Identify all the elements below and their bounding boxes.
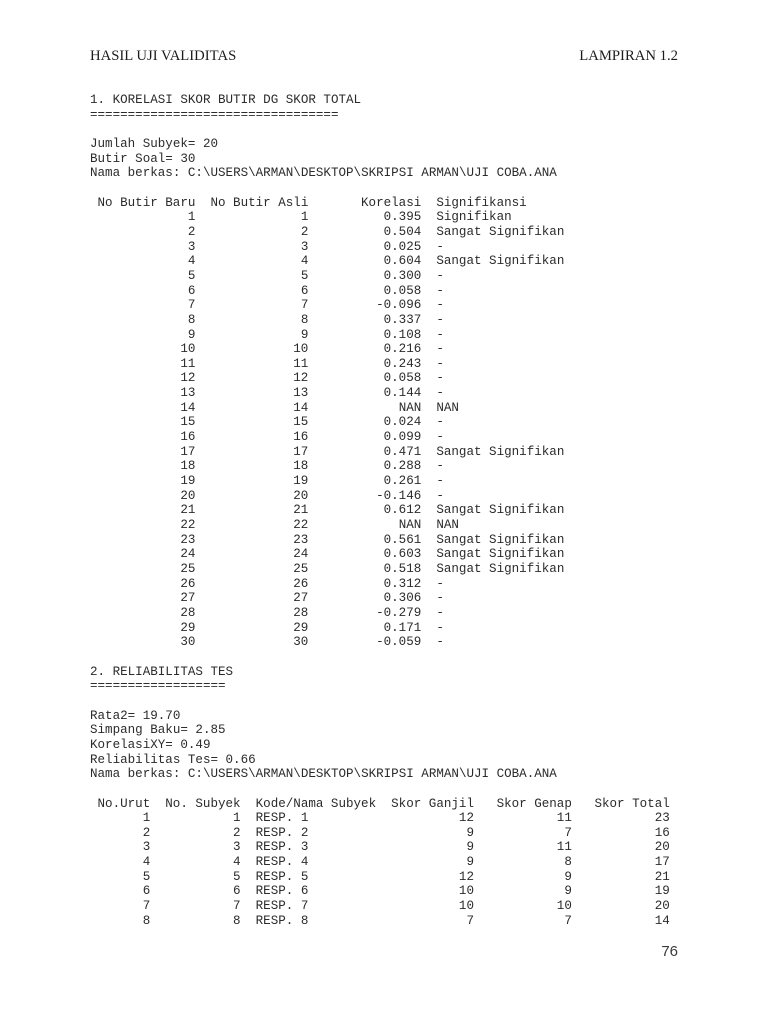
order-number-cell: 1 bbox=[142, 811, 151, 826]
significance-cell: - bbox=[436, 605, 444, 620]
significance-cell: Signifikan bbox=[436, 210, 512, 225]
table-row bbox=[90, 635, 680, 650]
odd-score-cell: 7 bbox=[466, 913, 474, 928]
significance-cell: - bbox=[436, 459, 444, 474]
significance-cell: - bbox=[436, 430, 444, 445]
even-score-cell: 8 bbox=[564, 855, 572, 870]
order-number-cell: 2 bbox=[142, 825, 151, 840]
odd-score-cell: 12 bbox=[458, 869, 474, 884]
new-item-number-cell: 12 bbox=[180, 371, 196, 386]
column-header-significance: Signifikansi bbox=[436, 195, 527, 210]
correlation-cell: -0.146 bbox=[376, 488, 422, 503]
significance-cell: - bbox=[436, 386, 444, 401]
sd-value: 2.85 bbox=[195, 723, 226, 738]
odd-score-cell: 9 bbox=[466, 825, 474, 840]
original-item-number-cell: 13 bbox=[293, 386, 309, 401]
original-item-number-cell: 10 bbox=[293, 342, 309, 357]
order-number-cell: 4 bbox=[142, 855, 151, 870]
significance-cell: - bbox=[436, 327, 444, 342]
total-score-cell: 23 bbox=[654, 811, 670, 826]
original-item-number-cell: 18 bbox=[293, 459, 309, 474]
section-underline: ================================= bbox=[90, 107, 339, 122]
new-item-number-cell: 10 bbox=[180, 342, 196, 357]
odd-score-cell: 9 bbox=[466, 840, 474, 855]
order-number-cell: 8 bbox=[142, 913, 151, 928]
odd-score-cell: 12 bbox=[458, 811, 474, 826]
test-reliability-label: Reliabilitas Tes= bbox=[90, 752, 218, 767]
significance-cell: NAN bbox=[436, 400, 459, 415]
column-header-odd-score: Skor Ganjil bbox=[391, 796, 474, 811]
subject-code-cell: RESP. 6 bbox=[255, 884, 309, 899]
even-score-cell: 11 bbox=[556, 840, 572, 855]
file-name bbox=[90, 767, 680, 782]
table-row bbox=[90, 621, 680, 636]
new-item-number-cell: 27 bbox=[180, 591, 196, 606]
correlation-cell: 0.261 bbox=[383, 474, 422, 489]
order-number-cell: 6 bbox=[142, 884, 151, 899]
table-row bbox=[90, 489, 680, 504]
subject-code-cell: RESP. 4 bbox=[255, 855, 309, 870]
subject-code-cell: RESP. 2 bbox=[255, 825, 309, 840]
new-item-number-cell: 2 bbox=[187, 224, 196, 239]
new-item-number-cell: 26 bbox=[180, 576, 196, 591]
page-header-title: HASIL UJI VALIDITAS bbox=[90, 48, 237, 64]
correlation-cell: -0.096 bbox=[376, 298, 422, 313]
column-header-original-item-number: No Butir Asli bbox=[210, 195, 309, 210]
standard-deviation bbox=[90, 723, 680, 738]
correlation-cell: 0.108 bbox=[383, 327, 422, 342]
new-item-number-cell: 6 bbox=[187, 283, 196, 298]
total-score-cell: 20 bbox=[654, 840, 670, 855]
sd-label: Simpang Baku= bbox=[90, 723, 188, 738]
table-row bbox=[90, 547, 680, 562]
new-item-number-cell: 25 bbox=[180, 562, 196, 576]
subject-code-cell: RESP. 7 bbox=[255, 899, 309, 914]
column-header-subject-number: No. Subyek bbox=[165, 796, 241, 811]
correlation-cell: 0.058 bbox=[383, 283, 422, 298]
table-row bbox=[90, 269, 680, 284]
correlation-cell: 0.144 bbox=[383, 386, 422, 401]
correlation-table-body bbox=[90, 210, 680, 650]
original-item-number-cell: 2 bbox=[300, 224, 309, 239]
column-header-subject-code: Kode/Nama Subyek bbox=[255, 796, 377, 811]
table-row bbox=[90, 459, 680, 474]
significance-cell: - bbox=[436, 576, 444, 591]
table-row bbox=[90, 210, 680, 225]
correlation-cell: 0.603 bbox=[383, 547, 422, 562]
correlation-cell: 0.312 bbox=[383, 576, 422, 591]
significance-cell: Sangat Signifikan bbox=[436, 547, 565, 562]
original-item-number-cell: 14 bbox=[293, 400, 309, 415]
subject-count bbox=[90, 137, 680, 152]
significance-cell: - bbox=[436, 342, 444, 357]
table-row bbox=[90, 840, 680, 855]
subject-number-cell: 7 bbox=[233, 899, 241, 914]
new-item-number-cell: 17 bbox=[180, 444, 196, 459]
new-item-number-cell: 13 bbox=[180, 386, 196, 401]
original-item-number-cell: 27 bbox=[293, 591, 309, 606]
significance-cell: - bbox=[436, 635, 444, 650]
original-item-number-cell: 6 bbox=[300, 283, 309, 298]
new-item-number-cell: 8 bbox=[187, 312, 196, 327]
split-half-score-table bbox=[90, 797, 680, 929]
correlation-xy-value: 0.49 bbox=[180, 737, 211, 752]
column-header-order-number: No.Urut bbox=[97, 796, 151, 811]
significance-cell: - bbox=[436, 371, 444, 386]
order-number-cell: 5 bbox=[142, 869, 151, 884]
subject-number-cell: 4 bbox=[233, 855, 241, 870]
table-row bbox=[90, 445, 680, 460]
subject-number-cell: 3 bbox=[233, 840, 241, 855]
significance-cell: NAN bbox=[436, 518, 459, 533]
new-item-number-cell: 24 bbox=[180, 547, 196, 562]
original-item-number-cell: 19 bbox=[293, 474, 309, 489]
subject-number-cell: 1 bbox=[233, 811, 241, 826]
validity-section bbox=[90, 93, 680, 650]
total-score-cell: 14 bbox=[654, 913, 670, 928]
correlation-cell: 0.518 bbox=[383, 562, 422, 576]
original-item-number-cell: 29 bbox=[293, 620, 309, 635]
subject-code-cell: RESP. 3 bbox=[255, 840, 309, 855]
item-count-value: 30 bbox=[180, 151, 196, 166]
original-item-number-cell: 28 bbox=[293, 605, 309, 620]
table-row bbox=[90, 430, 680, 445]
correlation-cell: 0.216 bbox=[383, 342, 422, 357]
original-item-number-cell: 16 bbox=[293, 430, 309, 445]
section-heading: 2. RELIABILITAS TES bbox=[90, 664, 234, 679]
blank-line bbox=[90, 694, 680, 709]
table-row bbox=[90, 254, 680, 269]
correlation-cell: 0.171 bbox=[383, 620, 422, 635]
table-row bbox=[90, 225, 680, 240]
correlation-cell: 0.337 bbox=[383, 312, 422, 327]
program-output bbox=[90, 93, 680, 928]
table-header-row bbox=[90, 196, 680, 211]
table-row bbox=[90, 386, 680, 401]
subject-number-cell: 6 bbox=[233, 884, 241, 899]
correlation-cell: NAN bbox=[398, 518, 422, 533]
even-score-cell: 11 bbox=[556, 811, 572, 826]
new-item-number-cell: 28 bbox=[180, 605, 196, 620]
reliability-section bbox=[90, 665, 680, 929]
new-item-number-cell: 9 bbox=[187, 327, 196, 342]
table-row bbox=[90, 371, 680, 386]
file-path: C:\USERS\ARMAN\DESKTOP\SKRIPSI ARMAN\UJI COBA.ANA bbox=[187, 767, 557, 782]
new-item-number-cell: 7 bbox=[187, 298, 196, 313]
table-row bbox=[90, 474, 680, 489]
file-name-label: Nama berkas: bbox=[90, 166, 181, 181]
significance-cell: Sangat Signifikan bbox=[436, 444, 565, 459]
file-name-label: Nama berkas: bbox=[90, 767, 181, 782]
total-score-cell: 20 bbox=[654, 899, 670, 914]
order-number-cell: 3 bbox=[142, 840, 151, 855]
odd-score-cell: 9 bbox=[466, 855, 474, 870]
even-score-cell: 9 bbox=[564, 869, 572, 884]
blank-line bbox=[90, 122, 680, 137]
new-item-number-cell: 3 bbox=[187, 239, 196, 254]
table-row bbox=[90, 591, 680, 606]
original-item-number-cell: 25 bbox=[293, 562, 309, 576]
significance-cell: Sangat Signifikan bbox=[436, 254, 565, 269]
correlation-cell: NAN bbox=[398, 400, 422, 415]
split-half-table-body bbox=[90, 811, 680, 928]
odd-score-cell: 10 bbox=[458, 884, 474, 899]
original-item-number-cell: 15 bbox=[293, 415, 309, 430]
new-item-number-cell: 19 bbox=[180, 474, 196, 489]
table-row bbox=[90, 870, 680, 885]
table-row bbox=[90, 503, 680, 518]
original-item-number-cell: 7 bbox=[300, 298, 309, 313]
correlation-cell: 0.604 bbox=[383, 254, 422, 269]
page-number: 76 bbox=[661, 943, 678, 960]
significance-cell: - bbox=[436, 356, 444, 371]
item-count bbox=[90, 152, 680, 167]
mean-label: Rata2= bbox=[90, 708, 136, 723]
correlation-cell: 0.395 bbox=[383, 210, 422, 225]
subject-code-cell: RESP. 5 bbox=[255, 869, 309, 884]
original-item-number-cell: 30 bbox=[293, 635, 309, 650]
correlation-cell: -0.059 bbox=[376, 635, 422, 650]
table-row bbox=[90, 313, 680, 328]
subject-number-cell: 8 bbox=[233, 913, 241, 928]
order-number-cell: 7 bbox=[142, 899, 151, 914]
subject-count-label: Jumlah Subyek= bbox=[90, 136, 196, 151]
significance-cell: - bbox=[436, 312, 444, 327]
new-item-number-cell: 18 bbox=[180, 459, 196, 474]
table-row bbox=[90, 606, 680, 621]
table-row bbox=[90, 914, 680, 929]
subject-count-value: 20 bbox=[202, 136, 219, 151]
file-name bbox=[90, 166, 680, 181]
significance-cell: - bbox=[436, 268, 444, 283]
correlation-xy-label: KorelasiXY= bbox=[90, 737, 173, 752]
new-item-number-cell: 29 bbox=[180, 620, 196, 635]
significance-cell: Sangat Signifikan bbox=[436, 532, 565, 547]
table-row bbox=[90, 284, 680, 299]
table-row bbox=[90, 298, 680, 313]
column-header-even-score: Skor Genap bbox=[496, 796, 572, 811]
table-row bbox=[90, 328, 680, 343]
new-item-number-cell: 30 bbox=[180, 635, 196, 650]
total-score-cell: 16 bbox=[654, 825, 670, 840]
new-item-number-cell: 5 bbox=[187, 268, 196, 283]
item-count-label: Butir Soal= bbox=[90, 151, 173, 166]
significance-cell: - bbox=[436, 591, 444, 606]
blank-line bbox=[90, 650, 680, 665]
original-item-number-cell: 1 bbox=[300, 210, 309, 225]
section-underline: ================== bbox=[90, 679, 226, 694]
even-score-cell: 7 bbox=[564, 913, 572, 928]
original-item-number-cell: 12 bbox=[293, 371, 309, 386]
total-score-cell: 17 bbox=[654, 855, 670, 870]
correlation-cell: 0.306 bbox=[383, 591, 422, 606]
correlation-cell: 0.504 bbox=[383, 224, 422, 239]
table-row bbox=[90, 884, 680, 899]
original-item-number-cell: 22 bbox=[293, 518, 309, 533]
even-score-cell: 9 bbox=[564, 884, 572, 899]
table-row bbox=[90, 357, 680, 372]
column-header-total-score: Skor Total bbox=[594, 796, 670, 811]
correlation-cell: 0.058 bbox=[383, 371, 422, 386]
blank-line bbox=[90, 181, 680, 196]
correlation-table bbox=[90, 196, 680, 650]
table-row bbox=[90, 415, 680, 430]
subject-number-cell: 2 bbox=[233, 825, 241, 840]
significance-cell: - bbox=[436, 415, 444, 430]
new-item-number-cell: 11 bbox=[180, 356, 196, 371]
significance-cell: Sangat Signifikan bbox=[436, 503, 565, 518]
table-row bbox=[90, 518, 680, 533]
correlation-cell: 0.288 bbox=[383, 459, 422, 474]
original-item-number-cell: 20 bbox=[293, 488, 309, 503]
original-item-number-cell: 26 bbox=[293, 576, 309, 591]
original-item-number-cell: 17 bbox=[293, 444, 309, 459]
new-item-number-cell: 20 bbox=[180, 488, 196, 503]
even-score-cell: 7 bbox=[564, 825, 572, 840]
mean-value: 19.70 bbox=[142, 708, 181, 723]
correlation-cell: 0.024 bbox=[383, 415, 422, 430]
original-item-number-cell: 23 bbox=[293, 532, 309, 547]
table-row bbox=[90, 562, 680, 577]
original-item-number-cell: 9 bbox=[300, 327, 309, 342]
table-row bbox=[90, 401, 680, 416]
significance-cell: - bbox=[436, 620, 444, 635]
original-item-number-cell: 5 bbox=[300, 268, 309, 283]
original-item-number-cell: 8 bbox=[300, 312, 309, 327]
correlation-xy bbox=[90, 738, 680, 753]
new-item-number-cell: 15 bbox=[180, 415, 196, 430]
new-item-number-cell: 16 bbox=[180, 430, 196, 445]
appendix-label: LAMPIRAN 1.2 bbox=[579, 48, 678, 64]
correlation-cell: -0.279 bbox=[376, 605, 422, 620]
table-row bbox=[90, 811, 680, 826]
table-row bbox=[90, 855, 680, 870]
significance-cell: - bbox=[436, 488, 444, 503]
new-item-number-cell: 21 bbox=[180, 503, 196, 518]
total-score-cell: 19 bbox=[654, 884, 670, 899]
original-item-number-cell: 4 bbox=[300, 254, 309, 269]
subject-number-cell: 5 bbox=[233, 869, 241, 884]
new-item-number-cell: 23 bbox=[180, 532, 196, 547]
table-row bbox=[90, 533, 680, 548]
file-path: C:\USERS\ARMAN\DESKTOP\SKRIPSI ARMAN\UJI COBA.ANA bbox=[187, 166, 557, 181]
new-item-number-cell: 4 bbox=[187, 254, 196, 269]
table-row bbox=[90, 899, 680, 914]
section-heading: 1. KORELASI SKOR BUTIR DG SKOR TOTAL bbox=[90, 93, 362, 107]
correlation-cell: 0.025 bbox=[383, 239, 422, 254]
correlation-cell: 0.300 bbox=[383, 268, 422, 283]
odd-score-cell: 10 bbox=[458, 899, 474, 914]
total-score-cell: 21 bbox=[654, 869, 670, 884]
significance-cell: - bbox=[436, 474, 444, 489]
table-row bbox=[90, 826, 680, 841]
significance-cell: - bbox=[436, 298, 444, 313]
blank-line bbox=[90, 782, 680, 797]
test-reliability bbox=[90, 753, 680, 768]
correlation-cell: 0.099 bbox=[383, 430, 422, 445]
correlation-cell: 0.243 bbox=[383, 356, 422, 371]
original-item-number-cell: 11 bbox=[293, 356, 309, 371]
mean-score bbox=[90, 709, 680, 724]
correlation-cell: 0.561 bbox=[383, 532, 422, 547]
table-row bbox=[90, 577, 680, 592]
significance-cell: Sangat Signifikan bbox=[436, 224, 565, 239]
original-item-number-cell: 3 bbox=[300, 239, 309, 254]
significance-cell: Sangat Signifikan bbox=[436, 562, 565, 576]
table-row bbox=[90, 240, 680, 255]
original-item-number-cell: 24 bbox=[293, 547, 309, 562]
significance-cell: - bbox=[436, 239, 444, 254]
table-row bbox=[90, 342, 680, 357]
table-header-row bbox=[90, 797, 680, 812]
new-item-number-cell: 22 bbox=[180, 518, 196, 533]
column-header-correlation: Korelasi bbox=[361, 195, 422, 210]
test-reliability-value: 0.66 bbox=[225, 752, 256, 767]
subject-code-cell: RESP. 8 bbox=[255, 913, 309, 928]
new-item-number-cell: 1 bbox=[187, 210, 196, 225]
correlation-cell: 0.612 bbox=[383, 503, 422, 518]
column-header-new-item-number: No Butir Baru bbox=[97, 195, 196, 210]
correlation-cell: 0.471 bbox=[383, 444, 422, 459]
even-score-cell: 10 bbox=[556, 899, 572, 914]
new-item-number-cell: 14 bbox=[180, 400, 196, 415]
subject-code-cell: RESP. 1 bbox=[255, 811, 309, 826]
significance-cell: - bbox=[436, 283, 444, 298]
original-item-number-cell: 21 bbox=[293, 503, 309, 518]
